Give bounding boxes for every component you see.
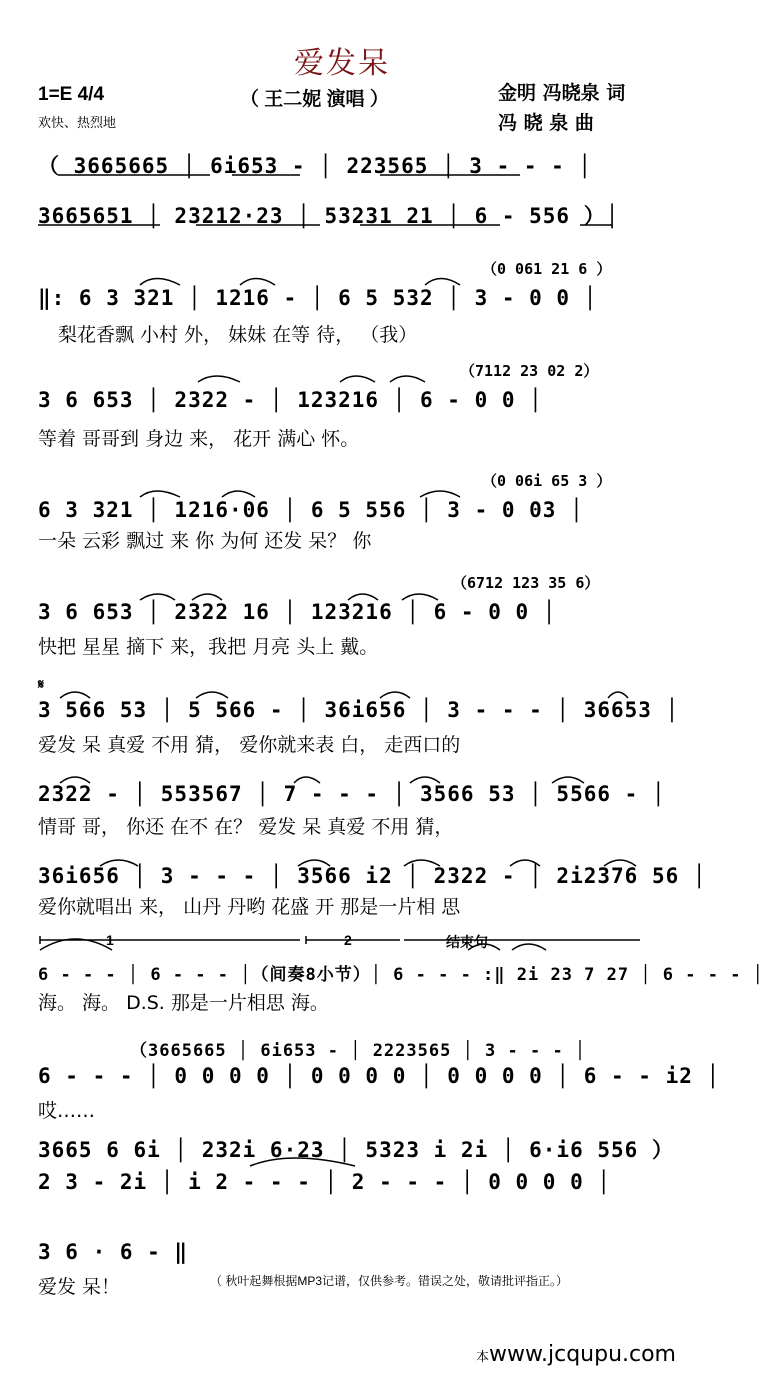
volta-first: 1 xyxy=(106,932,114,948)
cue-row-3: （0 061 21 6 ） xyxy=(482,260,612,278)
cue-row-6: （6712 123 35 6） xyxy=(452,574,600,592)
score-row-12: 6 - - - │ 0 0 0 0 │ 0 0 0 0 │ 0 0 0 0 │ 6 - - i2 │ xyxy=(38,1064,721,1088)
site-watermark xyxy=(476,1342,676,1367)
composer-credit: 冯 晓 泉 曲 xyxy=(498,112,594,134)
song-title: 爱发呆 xyxy=(294,46,390,81)
lyricist-credit: 金明 冯晓泉 词 xyxy=(498,82,626,104)
watermark-prefix: 本 xyxy=(476,1350,490,1365)
score-row-2: 3665651 │ 23212·23 │ 53231 21 │ 6 - 556 ）│ xyxy=(38,204,620,228)
transcription-note: （ 秋叶起舞根据MP3记谱，仅供参考。错误之处，敬请批评指正。） xyxy=(210,1274,569,1288)
score-row-8: 2322 - │ 553567 │ 7 - - - │ 3566 53 │ 5566 - │ xyxy=(38,782,666,806)
lyrics-row-7: 爱发 呆 真爱 不用 猜， 爱你就来表 白， 走西口的 xyxy=(38,734,461,756)
score-row-11: （3665665 │ 6i653 - │ 2223565 │ 3 - - - │ xyxy=(130,1041,587,1061)
lyrics-row-3: 梨花香飘 小村 外， 妹妹 在等 待， （我） xyxy=(58,324,418,346)
score-row-13: 3665 6 6i │ 232i 6·23 │ 5323 i 2i │ 6·i6 556 ） xyxy=(38,1138,674,1162)
score-row-14: 2 3 - 2i │ i 2 - - - │ 2 - - - │ 0 0 0 0 │ xyxy=(38,1170,612,1194)
ending-label: 结束句 xyxy=(446,934,488,950)
cue-row-4: （7112 23 02 2） xyxy=(460,362,599,380)
lyrics-row-6: 快把 星星 摘下 来，我把 月亮 头上 戴。 xyxy=(38,636,379,658)
watermark-site: www.jcqupu.com xyxy=(489,1342,676,1367)
singer-credit: （ 王二妮 演唱 ） xyxy=(240,89,389,110)
score-row-4: 3 6 653 │ 2322 - │ 123216 │ 6 - 0 0 │ xyxy=(38,388,543,412)
lyrics-row-9: 爱你就唱出 来， 山丹 丹哟 花盛 开 那是一片相 思 xyxy=(38,896,461,918)
score-row-7: 3 566 53 │ 5 566 - │ 36i656 │ 3 - - - │ 36653 │ xyxy=(38,698,680,722)
score-row-1: （ 3665665 │ 6i653 - │ 223565 │ 3 - - - │ xyxy=(38,154,593,178)
lyrics-row-8: 情哥 哥， 你还 在不 在？ 爱发 呆 真爱 不用 猜， xyxy=(38,816,454,838)
segno-mark: 𝄋 xyxy=(38,676,45,692)
tempo-marking: 欢快、热烈地 xyxy=(38,115,117,130)
lyrics-row-5: 一朵 云彩 飘过 来 你 为何 还发 呆？ 你 xyxy=(38,530,372,552)
lyrics-row-12: 哎…… xyxy=(38,1100,96,1122)
cue-row-5: （0 06i 65 3 ） xyxy=(482,472,612,490)
key-signature: 1=E 4/4 xyxy=(38,84,105,105)
score-row-3: ‖: 6 3 321 │ 1216 - │ 6 5 532 │ 3 - 0 0 │ xyxy=(38,286,598,310)
lyrics-row-10: 海。 海。 D.S. 那是一片相思 海。 xyxy=(38,992,329,1014)
score-row-5: 6 3 321 │ 1216·06 │ 6 5 556 │ 3 - 0 03 │ xyxy=(38,498,584,522)
score-row-6: 3 6 653 │ 2322 16 │ 123216 │ 6 - 0 0 │ xyxy=(38,600,557,624)
score-row-10: 6 - - - │ 6 - - - │（间奏8小节）│ 6 - - - :‖ 2i 23 7 27 │ 6 - - - │ xyxy=(38,965,764,985)
score-row-9: 36i656 │ 3 - - - │ 3566 i2 │ 2322 - │ 2i2376 56 │ xyxy=(38,864,707,888)
score-row-15: 3 6 · 6 - ‖ xyxy=(38,1240,189,1264)
lyrics-row-4: 等着 哥哥到 身边 来， 花开 满心 怀。 xyxy=(38,428,360,450)
lyrics-row-15: 爱发 呆！ xyxy=(38,1276,121,1298)
volta-second: 2 xyxy=(344,932,352,948)
